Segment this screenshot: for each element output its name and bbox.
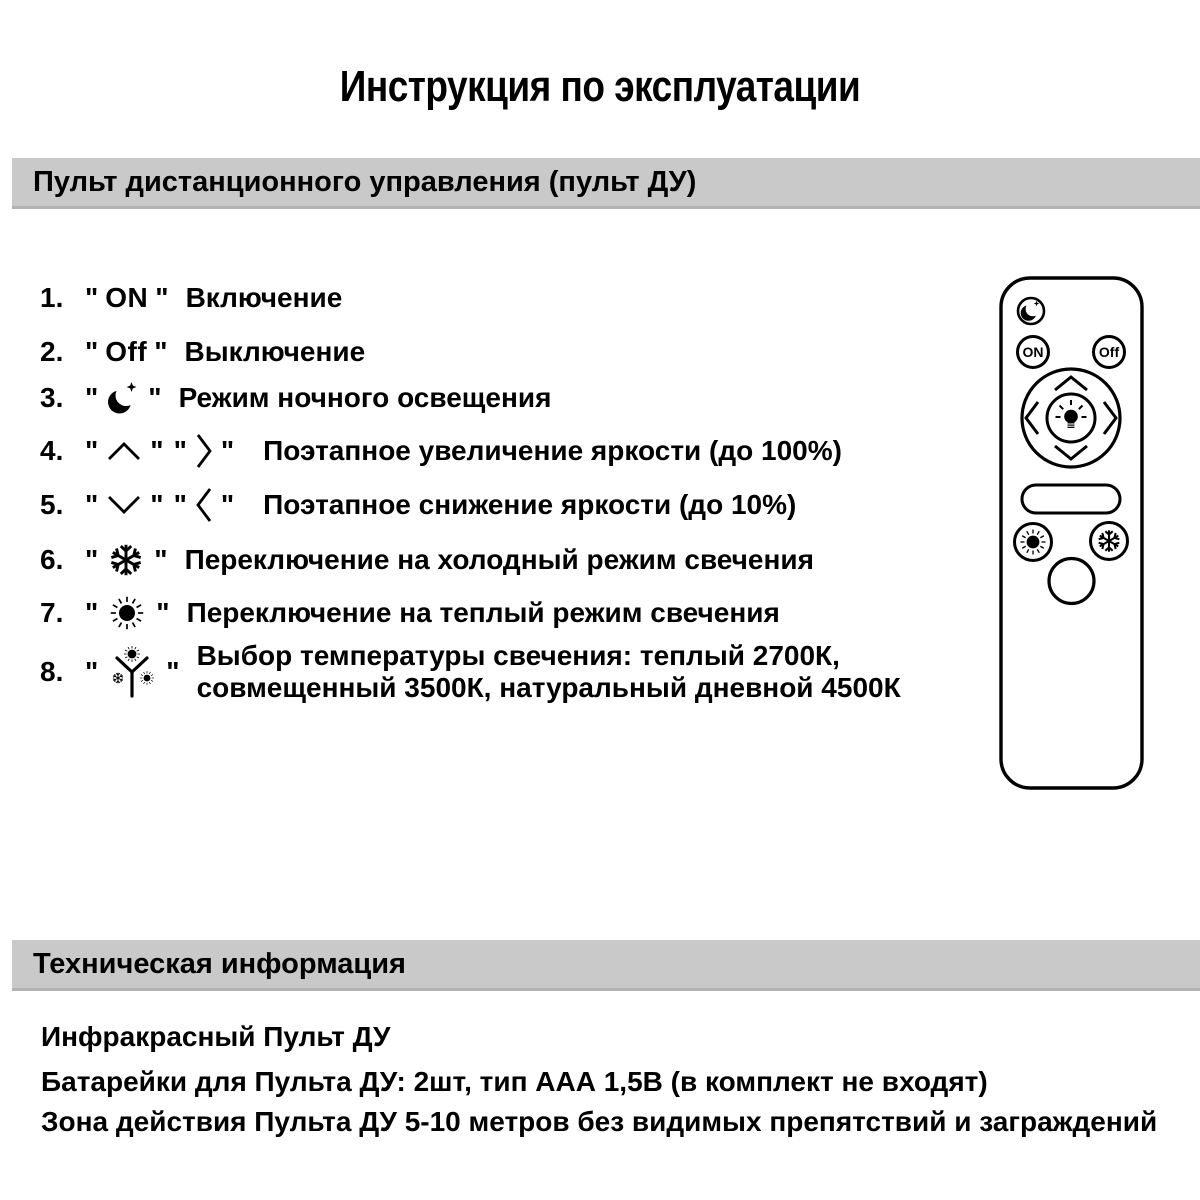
sun-icon (106, 592, 148, 634)
quote-mark: " (220, 435, 235, 466)
quote-mark: " (150, 435, 164, 466)
item-number: 8. (40, 656, 64, 687)
quote-mark: " (85, 597, 99, 628)
section-header-tech (12, 940, 1200, 991)
item-description: Поэтапное увеличение яркости (до 100%) (263, 435, 842, 466)
item-description-line2: совмещенный 3500К, натуральный дневной 4500К (196, 672, 901, 703)
quote-mark: " (154, 544, 168, 575)
quote-mark: " (85, 656, 99, 687)
on-key-label: ON (105, 282, 149, 313)
list-item-warm-mode (40, 592, 780, 634)
list-item-on (40, 282, 342, 314)
list-item-brightness-down (40, 486, 796, 524)
dial-down-arrow (1055, 446, 1087, 459)
quote-mark: " (85, 336, 99, 367)
quote-mark: " (85, 382, 99, 413)
night-mode-button (1018, 298, 1044, 324)
item-description (197, 640, 901, 704)
section-header-remote-label: Пульт дистанционного управления (пульт ДУ) (33, 165, 697, 198)
section-header-tech-label: Техническая информация (33, 947, 406, 980)
lightbulb-icon (1056, 400, 1087, 428)
dial-up-arrow (1055, 377, 1087, 390)
cold-mode-button (1091, 523, 1128, 560)
tech-info-line: Батарейки для Пульта ДУ: 2шт, тип ААА 1,5В (в комплект не входят) (41, 1066, 988, 1097)
warm-mode-button (1015, 524, 1052, 561)
off-key-label: Off (105, 336, 148, 367)
quote-mark: " (85, 282, 99, 313)
quote-mark: " (173, 435, 187, 466)
quote-mark: " (85, 435, 99, 466)
color-temperature-icon (106, 644, 158, 700)
item-description: Выключение (184, 336, 366, 367)
bottom-button (1049, 559, 1094, 604)
item-number: 4. (40, 435, 64, 466)
page-title: Инструкция по эксплуатации (339, 62, 861, 111)
quote-mark: " (155, 282, 169, 313)
off-button-label: Off (1098, 344, 1120, 360)
angle-right-icon (195, 432, 213, 470)
item-description-line1: Выбор температуры свечения: теплый 2700К, (196, 640, 840, 671)
list-item-cold-mode (40, 540, 814, 580)
quote-mark: " (85, 544, 99, 575)
dial-right-arrow (1104, 402, 1116, 434)
item-description: Режим ночного освещения (178, 382, 552, 413)
item-description: Поэтапное снижение яркости (до 10%) (263, 489, 797, 520)
quote-mark: " (166, 656, 180, 687)
quote-mark: " (154, 336, 168, 367)
item-description: Включение (185, 282, 343, 313)
pill-button (1022, 485, 1120, 513)
on-button-label: ON (1022, 344, 1044, 360)
on-button (1018, 337, 1049, 368)
tech-info-line: Зона действия Пульта ДУ 5-10 метров без видимых препятствий и заграждений (41, 1106, 1158, 1137)
quote-mark: " (148, 382, 162, 413)
snowflake-icon (106, 540, 146, 580)
item-number: 3. (40, 382, 64, 413)
section-header-remote (12, 158, 1200, 209)
crescent-moon-icon (106, 378, 140, 418)
quote-mark: " (220, 489, 235, 520)
list-item-color-temperature (40, 640, 901, 704)
list-item-brightness-up (40, 432, 842, 470)
quote-mark: " (156, 597, 170, 628)
quote-mark: " (173, 489, 187, 520)
off-button (1094, 337, 1125, 368)
angle-left-icon (195, 486, 213, 524)
item-number: 1. (40, 282, 64, 313)
item-description: Переключение на теплый режим свечения (186, 597, 780, 628)
list-item-off (40, 336, 365, 368)
dial-left-arrow (1026, 402, 1038, 434)
tech-info-line: Инфракрасный Пульт ДУ (41, 1021, 391, 1052)
item-number: 7. (40, 597, 64, 628)
quote-mark: " (150, 489, 164, 520)
item-number: 2. (40, 336, 64, 367)
item-description: Переключение на холодный режим свечения (184, 544, 814, 575)
item-number: 5. (40, 489, 64, 520)
remote-illustration (999, 276, 1144, 790)
chevron-up-icon (106, 440, 142, 462)
quote-mark: " (85, 489, 99, 520)
brightness-dial (1022, 369, 1120, 467)
item-number: 6. (40, 544, 64, 575)
list-item-night-mode (40, 378, 551, 418)
chevron-down-icon (106, 494, 142, 516)
